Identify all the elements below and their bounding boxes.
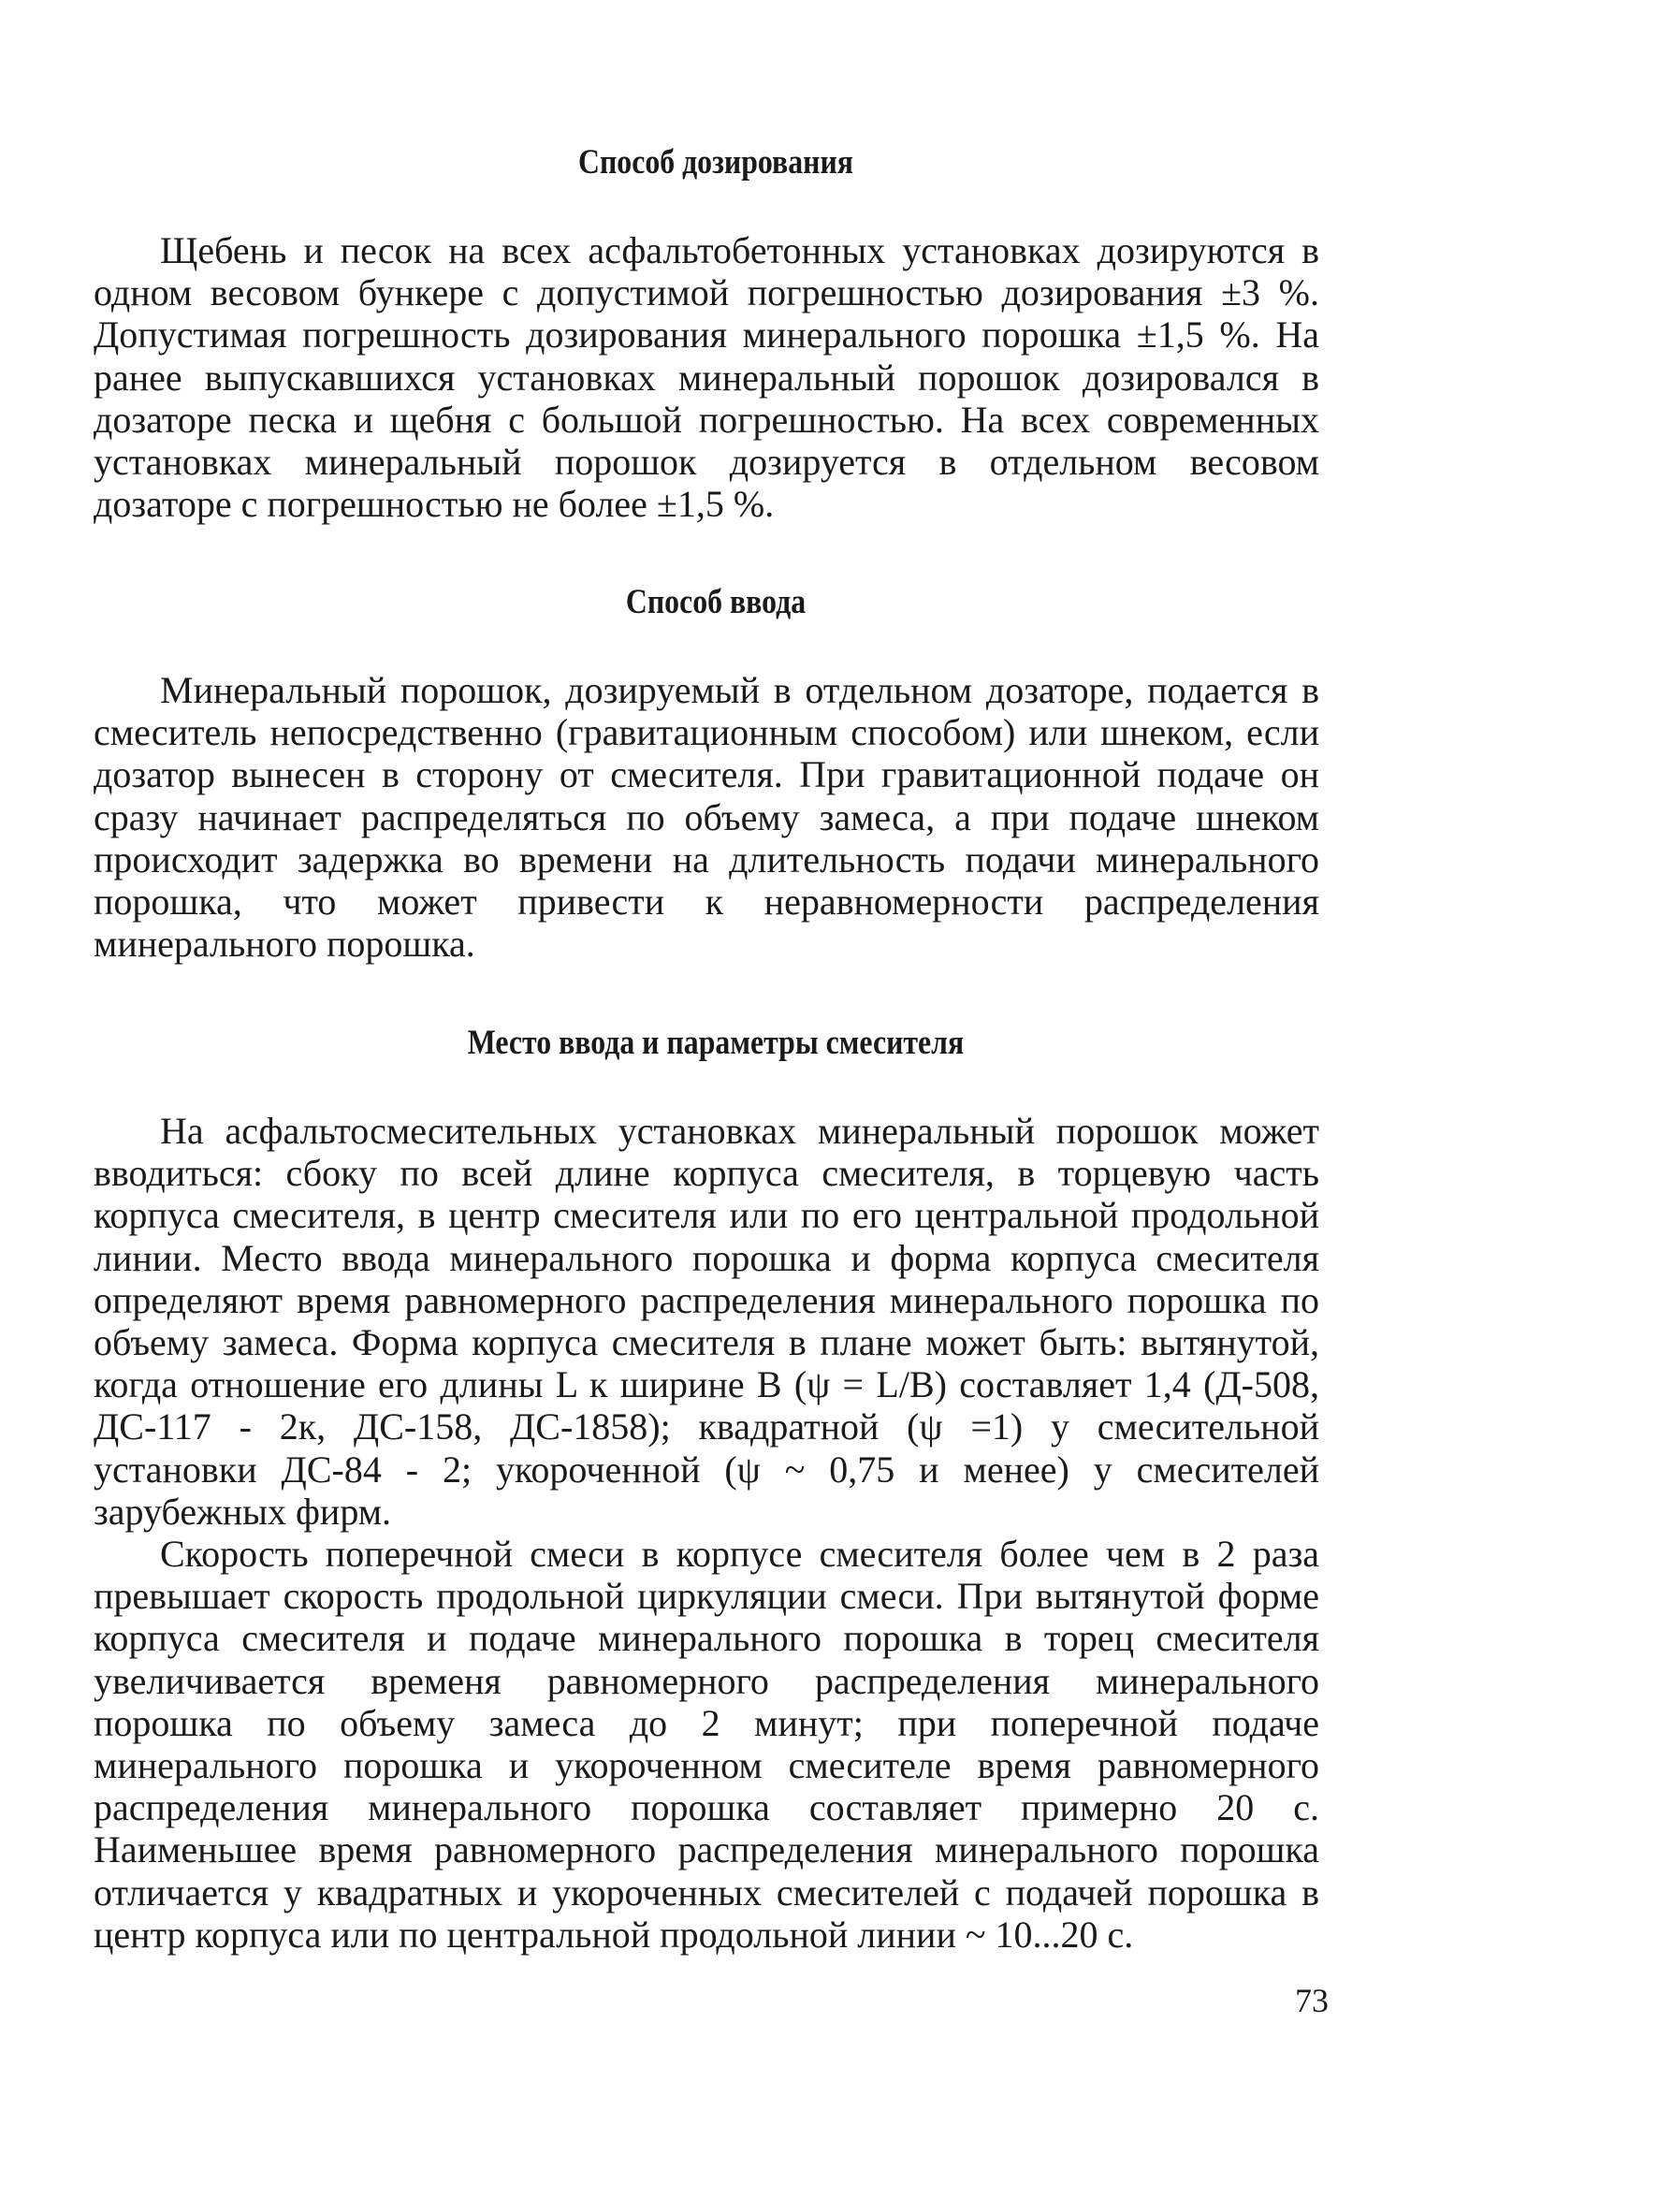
section-heading-mixer-parameters: Место ввода и параметры смесителя bbox=[467, 1024, 965, 1062]
section-dosing-method bbox=[94, 229, 1319, 525]
section-mixer-parameters bbox=[94, 1110, 1319, 1956]
section-input-method bbox=[94, 669, 1319, 965]
section-heading-input-method: Способ ввода bbox=[625, 583, 807, 621]
page-number: 73 bbox=[1295, 1982, 1329, 2019]
paragraph: Минеральный порошок, дозируемый в отдельном дозаторе, подается в смеситель непосредственно (гравитационным способом) или шнеком, если дозатор вынесен в сторону от смесителя. При гравитационной подаче он сразу начинает распределяться по объему замеса, а при подаче шнеком происходит задержка во времени на длительность подачи минерального порошка, что может привести к неравномерности распределения минерального порошка. bbox=[94, 669, 1319, 966]
paragraph: Щебень и песок на всех асфальтобетонных установках дозируются в одном весовом бункере с допустимой погрешностью дозирования ±3 %. Допустимая погрешность дозирования минерального порошка ±1,5 %. На ранее выпускавшихся установках минеральный порошок дозировался в дозаторе песка и щебня с большой погрешностью. На всех современных установках минеральный порошок дозируется в отдельном весовом дозаторе с погрешностью не более ±1,5 %. bbox=[94, 229, 1319, 526]
section-heading-dosing-method: Способ дозирования bbox=[577, 143, 854, 182]
paragraph: На асфальтосмесительных установках минеральный порошок может вводиться: сбоку по всей длине корпуса смесителя, в торцевую часть корпуса смесителя, в центр смесителя или по его центральной продольной линии. Место ввода минерального порошка и форма корпуса смесителя определяют время равномерного распределения минерального порошка по объему замеса. Форма корпуса смесителя в плане может быть: вытянутой, когда отношение его длины L к ширине B (ψ = L/B) составляет 1,4 (Д-508, ДС-117 - 2к, ДС-158, ДС-1858); квадратной (ψ =1) у смесительной установки ДС-84 - 2; укороченной (ψ ~ 0,75 и менее) у смесителей зарубежных фирм. bbox=[94, 1110, 1319, 1533]
paragraph: Скорость поперечной смеси в корпусе смесителя более чем в 2 раза превышает скорость продольной циркуляции смеси. При вытянутой форме корпуса смесителя и подаче минерального порошка в торец смесителя увеличивается временя равномерного распределения минерального порошка по объему замеса до 2 минут; при поперечной подаче минерального порошка и укороченном смесителе время равномерного распределения минерального порошка составляет примерно 20 с. Наименьшее время равномерного распределения минерального порошка отличается у квадратных и укороченных смесителей с подачей порошка в центр корпуса или по центральной продольной линии ~ 10...20 с. bbox=[94, 1533, 1319, 1956]
